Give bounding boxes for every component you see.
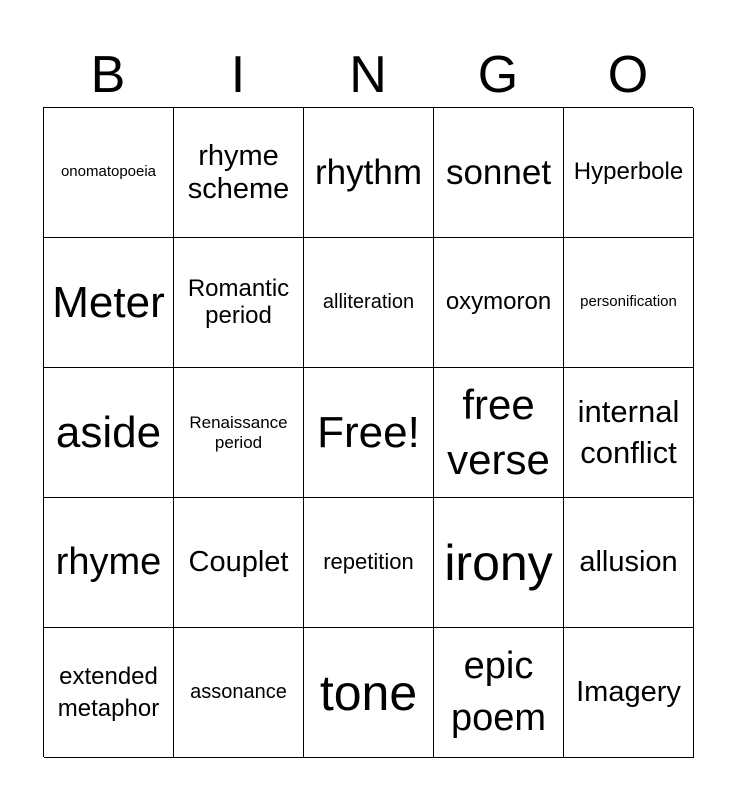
bingo-cell[interactable] — [174, 498, 304, 628]
free-space-cell[interactable] — [304, 368, 434, 498]
bingo-header — [43, 44, 693, 106]
bingo-cell[interactable] — [44, 108, 174, 238]
cell-label: sonnet — [445, 152, 552, 192]
cell-label: free verse — [447, 380, 550, 483]
header-letter-o: O — [607, 46, 649, 104]
bingo-cell[interactable] — [44, 498, 174, 628]
bingo-cell[interactable] — [44, 628, 174, 758]
bingo-cell[interactable] — [174, 368, 304, 498]
cell-label: Meter — [52, 277, 165, 327]
cell-label: Imagery — [576, 676, 681, 709]
header-letter-n: N — [349, 46, 387, 104]
cell-label: tone — [319, 664, 418, 721]
bingo-cell[interactable] — [174, 628, 304, 758]
bingo-cell[interactable] — [564, 498, 694, 628]
cell-label: allusion — [579, 546, 678, 579]
cell-label: Hyperbole — [573, 158, 684, 186]
bingo-cell[interactable] — [304, 108, 434, 238]
cell-label: personification — [580, 293, 677, 311]
cell-label: repetition — [323, 549, 414, 575]
cell-label: irony — [444, 534, 553, 591]
header-letter-g: G — [477, 46, 519, 104]
bingo-cell[interactable] — [434, 498, 564, 628]
bingo-cell[interactable] — [564, 628, 694, 758]
cell-label: onomatopoeia — [60, 163, 157, 181]
cell-label: internal conflict — [577, 394, 680, 470]
bingo-cell[interactable] — [434, 628, 564, 758]
cell-label: aside — [55, 407, 162, 457]
bingo-cell[interactable] — [564, 238, 694, 368]
bingo-board — [43, 107, 693, 757]
bingo-cell[interactable] — [434, 368, 564, 498]
bingo-cell[interactable] — [44, 368, 174, 498]
bingo-cell[interactable] — [44, 238, 174, 368]
cell-label: epic poem — [450, 645, 547, 739]
cell-label: extended metaphor — [57, 663, 160, 722]
cell-label: rhyme scheme — [187, 140, 290, 205]
cell-label: Couplet — [188, 546, 289, 579]
cell-label: Renaissance period — [189, 413, 288, 452]
header-letter-b: B — [90, 46, 126, 104]
bingo-cell[interactable] — [564, 108, 694, 238]
cell-label: oxymoron — [445, 288, 552, 316]
cell-label: alliteration — [322, 291, 415, 314]
bingo-cell[interactable] — [434, 238, 564, 368]
bingo-cell[interactable] — [304, 498, 434, 628]
bingo-cell[interactable] — [304, 238, 434, 368]
free-space-label: Free! — [317, 407, 420, 457]
cell-label: rhyme — [55, 541, 162, 584]
header-letter-i: I — [230, 46, 246, 104]
bingo-cell[interactable] — [434, 108, 564, 238]
bingo-cell[interactable] — [564, 368, 694, 498]
bingo-cell[interactable] — [174, 238, 304, 368]
bingo-cell[interactable] — [174, 108, 304, 238]
bingo-cell[interactable] — [304, 628, 434, 758]
cell-label: rhythm — [315, 152, 422, 192]
cell-label: assonance — [190, 681, 287, 704]
cell-label: Romantic period — [187, 274, 290, 329]
